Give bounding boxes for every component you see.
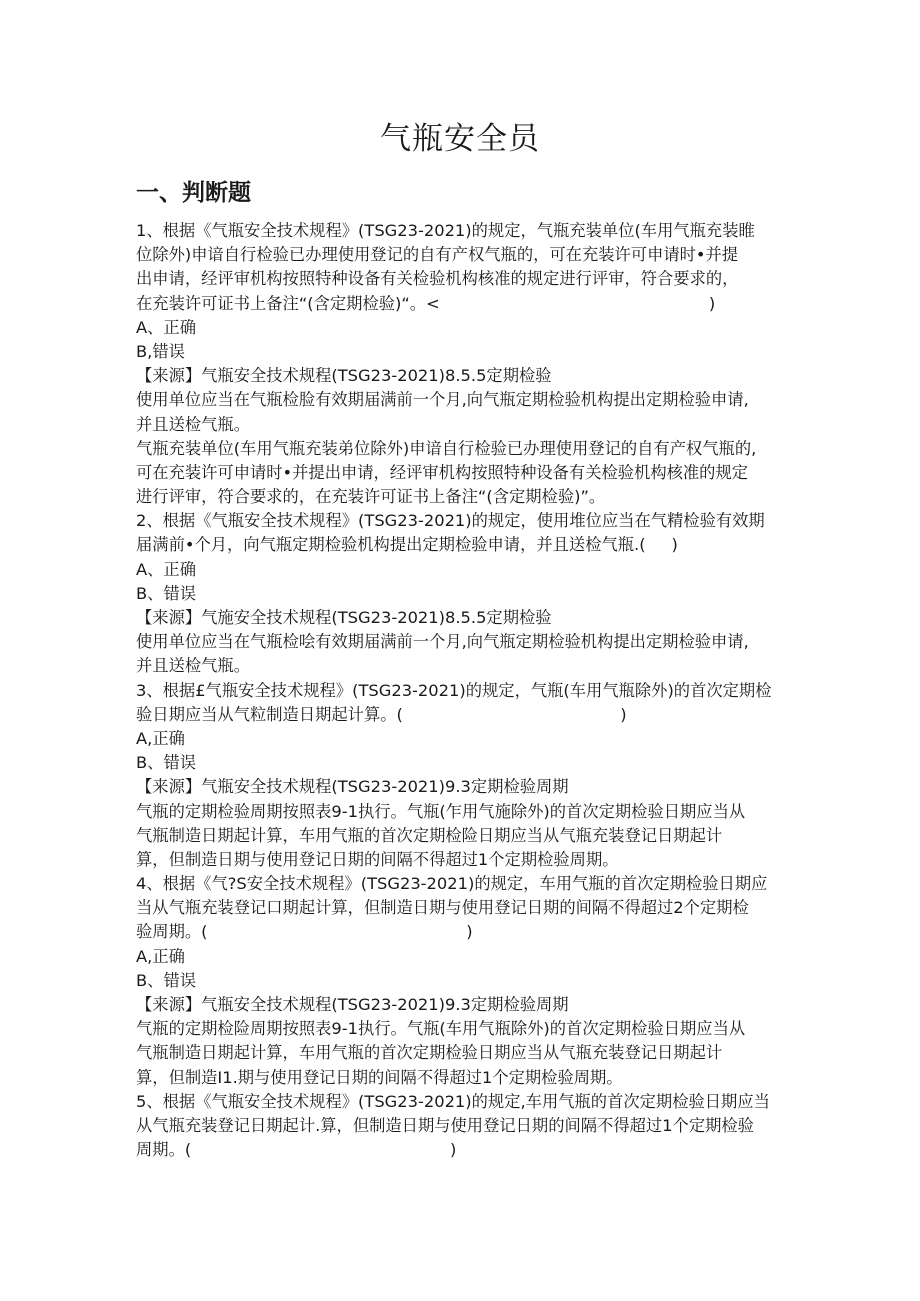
source-line: 【来源】气瓶安全技术规程(TSG23-2021)8.5.5定期检验	[136, 366, 552, 386]
option-line: A、正确	[136, 559, 196, 579]
option-line: B、错误	[136, 583, 197, 603]
text-line: 从气瓶充装登记日期起计.算，但制造日期与使用登记日期的间隔不得超过1个定期检验	[136, 1115, 754, 1135]
text-line: 届满前•个月，向气瓶定期检验机构提出定期检验申请，并且送检气瓶.( )	[136, 535, 678, 555]
section-heading: 一、判断题	[136, 180, 251, 206]
option-line: A,正确	[136, 728, 185, 748]
text-line: 算，但制造I1.期与使用登记日期的间隔不得超过1个定期检验周期。	[136, 1067, 623, 1087]
text-line: 进行评审，符合要求的，在充装许可证书上备注“(含定期检验)”。	[136, 487, 606, 507]
text-line: 验周期。( )	[136, 922, 473, 942]
source-line: 【来源】气瓶安全技术规程(TSG23-2021)9.3定期检验周期	[136, 995, 569, 1014]
option-line: B、错误	[136, 753, 197, 773]
option-line: A,正确	[136, 946, 185, 966]
text-line: 5、根据《气瓶安全技术规程》(TSG23-2021)的规定,车用气瓶的首次定期检验日期应当	[136, 1091, 770, 1111]
text-line: 使用单位应当在气瓶检脸有效期届满前一个月,向气瓶定期检验机构提出定期检验申请,	[136, 390, 749, 410]
text-line: 算，但制造日期与使用登记日期的间隔不得超过1个定期检验周期。	[136, 849, 619, 869]
text-line: 并且送检气瓶。	[136, 656, 250, 676]
option-line: A、正确	[136, 317, 196, 337]
text-line: 出申请，经评审机构按照特种设备有关检验机构核准的规定进行评审，符合要求的，	[136, 269, 739, 289]
document-title: 气瓶安全员	[380, 121, 540, 157]
text-line: 使用单位应当在气瓶检哙有效期届满前一个月,向气瓶定期检验机构提出定期检验申请,	[136, 632, 749, 652]
text-line: 气瓶的定期检险周期按照表9-1执行。气瓶(车用气瓶除外)的首次定期检验日期应当从	[136, 1019, 746, 1039]
text-line: 3、根据£气瓶安全技术规程》(TSG23-2021)的规定，气瓶(车用气瓶除外)的首次定期检	[136, 680, 772, 700]
text-line: 气瓶制造日期起计算，车用气瓶的首次定期检验日期应当从气瓶充装登记日期起计	[136, 1043, 723, 1063]
text-line: 当从气瓶充装登记口期起计算，但制造日期与使用登记日期的间隔不得超过2个定期检	[136, 898, 749, 918]
text-line: 4、根据《气?S安全技术规程》(TSG23-2021)的规定，车用气瓶的首次定期检验日期应	[136, 874, 768, 894]
text-line: 2、根据《气瓶安全技术规程》(TSG23-2021)的规定，使用堆位应当在气精检验有效期	[136, 511, 765, 531]
text-line: 气瓶的定期检验周期按照表9-1执行。气瓶(乍用气施除外)的首次定期检验日期应当从	[136, 801, 746, 821]
option-line: B,错误	[136, 341, 185, 361]
text-line: 验日期应当从气粒制造日期起计算。( )	[136, 704, 627, 724]
option-line: B、错误	[136, 970, 197, 990]
text-line: 在充装许可证书上备注“(含定期检验)“。< )	[136, 293, 716, 313]
document-body	[136, 219, 796, 1162]
text-line: 并且送检气瓶。	[136, 414, 250, 434]
source-line: 【来源】气施安全技术规程(TSG23-2021)8.5.5定期检验	[136, 608, 552, 627]
text-line: 位除外)申谙自行检验已办理使用登记的自有产权气瓶的，可在充装许可申请时•并提	[136, 245, 739, 265]
text-line: 气瓶制造日期起计算，车用气瓶的首次定期检险日期应当从气瓶充装登记日期起计	[136, 825, 723, 845]
source-line: 【来源】气瓶安全技术规程(TSG23-2021)9.3定期检验周期	[136, 777, 569, 797]
text-line: 周期。( )	[136, 1140, 457, 1160]
text-line: 可在充装许可申请时•并提出申请，经评审机构按照特种设备有关检验机构核准的规定	[136, 462, 749, 482]
text-line: 1、根据《气瓶安全技术规程》(TSG23-2021)的规定，气瓶充装单位(车用气瓶充装睢	[136, 221, 755, 240]
text-line: 气瓶充装单位(车用气瓶充装弟位除外)申谙自行检验已办理使用登记的自有产权气瓶的,	[136, 438, 757, 458]
